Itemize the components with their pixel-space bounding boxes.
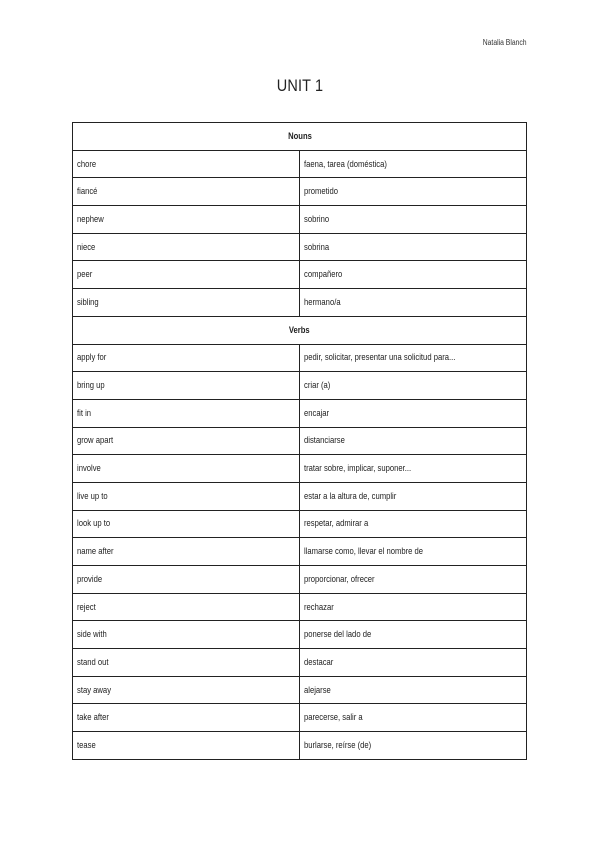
english-term-cell — [73, 261, 300, 289]
english-term: involve — [77, 463, 101, 474]
english-term: fit in — [77, 407, 92, 418]
english-term: side with — [77, 629, 107, 640]
table-row — [73, 732, 527, 760]
spanish-translation-cell — [300, 510, 527, 538]
spanish-translation-cell — [300, 150, 527, 178]
table-row — [73, 372, 527, 400]
spanish-translation: compañero — [304, 269, 343, 280]
english-term: name after — [77, 546, 114, 557]
table-row — [73, 593, 527, 621]
english-term-cell — [73, 566, 300, 594]
spanish-translation-cell — [300, 455, 527, 483]
english-term-cell — [73, 621, 300, 649]
english-term-cell — [73, 178, 300, 206]
english-term: live up to — [77, 490, 108, 501]
table-row — [73, 150, 527, 178]
spanish-translation-cell — [300, 344, 527, 372]
table-row — [73, 676, 527, 704]
page-title: UNIT 1 — [276, 76, 324, 95]
table-row — [73, 233, 527, 261]
table-row — [73, 206, 527, 234]
english-term: look up to — [77, 518, 111, 529]
spanish-translation-cell — [300, 676, 527, 704]
table-row — [73, 482, 527, 510]
spanish-translation: faena, tarea (doméstica) — [304, 158, 387, 169]
english-term-cell — [73, 427, 300, 455]
section-heading-label: Verbs — [289, 324, 310, 335]
spanish-translation-cell — [300, 566, 527, 594]
english-term-cell — [73, 372, 300, 400]
spanish-translation-cell — [300, 427, 527, 455]
english-term-cell — [73, 233, 300, 261]
table-row — [73, 399, 527, 427]
spanish-translation: burlarse, reírse (de) — [304, 739, 372, 750]
english-term-cell — [73, 649, 300, 677]
spanish-translation-cell — [300, 372, 527, 400]
section-header-row — [73, 123, 527, 151]
spanish-translation: proporcionar, ofrecer — [304, 573, 375, 584]
spanish-translation-cell — [300, 399, 527, 427]
section-heading — [73, 123, 527, 151]
spanish-translation: tratar sobre, implicar, suponer... — [304, 463, 412, 474]
english-term-cell — [73, 538, 300, 566]
section-heading — [73, 316, 527, 344]
english-term: stand out — [77, 656, 109, 667]
english-term-cell — [73, 732, 300, 760]
spanish-translation: destacar — [304, 656, 334, 667]
spanish-translation-cell — [300, 538, 527, 566]
table-row — [73, 538, 527, 566]
table-row — [73, 704, 527, 732]
english-term: tease — [77, 739, 96, 750]
spanish-translation-cell — [300, 649, 527, 677]
spanish-translation-cell — [300, 178, 527, 206]
english-term-cell — [73, 593, 300, 621]
spanish-translation-cell — [300, 289, 527, 317]
english-term: take after — [77, 712, 109, 723]
english-term-cell — [73, 510, 300, 538]
spanish-translation-cell — [300, 621, 527, 649]
spanish-translation-cell — [300, 233, 527, 261]
english-term: provide — [77, 573, 103, 584]
table-row — [73, 566, 527, 594]
spanish-translation-cell — [300, 593, 527, 621]
spanish-translation-cell — [300, 704, 527, 732]
spanish-translation: sobrino — [304, 213, 330, 224]
english-term: fiancé — [77, 186, 98, 197]
table-row — [73, 649, 527, 677]
english-term-cell — [73, 399, 300, 427]
spanish-translation: criar (a) — [304, 380, 331, 391]
table-row — [73, 289, 527, 317]
english-term-cell — [73, 150, 300, 178]
spanish-translation: pedir, solicitar, presentar una solicitud para... — [304, 352, 456, 363]
spanish-translation: estar a la altura de, cumplir — [304, 490, 397, 501]
english-term: stay away — [77, 684, 112, 695]
table-row — [73, 427, 527, 455]
table-row — [73, 510, 527, 538]
vocabulary-table-body — [73, 123, 527, 760]
spanish-translation-cell — [300, 206, 527, 234]
spanish-translation: distanciarse — [304, 435, 345, 446]
english-term-cell — [73, 344, 300, 372]
english-term-cell — [73, 676, 300, 704]
spanish-translation: encajar — [304, 407, 330, 418]
spanish-translation-cell — [300, 732, 527, 760]
author-name: Natalia Blanch — [483, 38, 527, 47]
table-row — [73, 344, 527, 372]
spanish-translation: hermano/a — [304, 296, 341, 307]
english-term-cell — [73, 289, 300, 317]
section-header-row — [73, 316, 527, 344]
spanish-translation: sobrina — [304, 241, 330, 252]
spanish-translation: respetar, admirar a — [304, 518, 369, 529]
english-term-cell — [73, 455, 300, 483]
table-row — [73, 455, 527, 483]
section-heading-label: Nouns — [287, 130, 312, 141]
spanish-translation: rechazar — [304, 601, 334, 612]
english-term: chore — [77, 158, 97, 169]
english-term: sibling — [77, 296, 99, 307]
english-term: niece — [77, 241, 96, 252]
table-row — [73, 621, 527, 649]
table-row — [73, 178, 527, 206]
spanish-translation-cell — [300, 482, 527, 510]
spanish-translation: parecerse, salir a — [304, 712, 363, 723]
english-term-cell — [73, 704, 300, 732]
spanish-translation: alejarse — [304, 684, 331, 695]
table-row — [73, 261, 527, 289]
english-term: bring up — [77, 380, 105, 391]
spanish-translation: llamarse como, llevar el nombre de — [304, 546, 424, 557]
vocabulary-table — [72, 122, 527, 760]
spanish-translation: ponerse del lado de — [304, 629, 372, 640]
english-term: grow apart — [77, 435, 114, 446]
english-term-cell — [73, 482, 300, 510]
english-term-cell — [73, 206, 300, 234]
english-term: peer — [77, 269, 93, 280]
english-term: nephew — [77, 213, 104, 224]
english-term: apply for — [77, 352, 107, 363]
spanish-translation: prometido — [304, 186, 339, 197]
spanish-translation-cell — [300, 261, 527, 289]
english-term: reject — [77, 601, 96, 612]
